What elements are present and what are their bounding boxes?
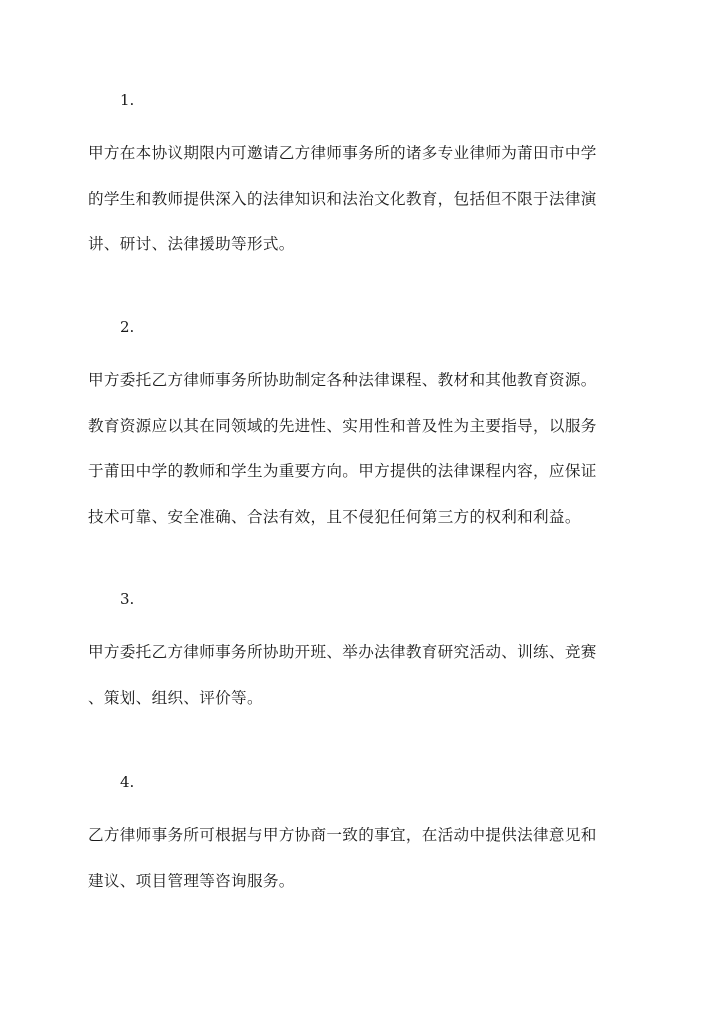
text-line: 教育资源应以其在同领域的先进性、实用性和普及性为主要指导，以服务: [88, 416, 597, 435]
clause-text: [88, 813, 636, 904]
clause-3: [88, 588, 636, 721]
text-line: 建议、项目管理等咨询服务。: [88, 871, 295, 890]
clause-text: [88, 358, 636, 540]
clause-number: 4.: [120, 773, 135, 791]
clause-number: 2.: [120, 318, 135, 336]
text-line: 的学生和教师提供深入的法律知识和法治文化教育，包括但不限于法律演: [88, 189, 597, 208]
clause-text: [88, 131, 636, 268]
text-line: 、策划、组织、评价等。: [88, 688, 263, 707]
text-line: 乙方律师事务所可根据与甲方协商一致的事宜，在活动中提供法律意见和: [88, 826, 597, 844]
text-line: 甲方委托乙方律师事务所协助开班、举办法律教育研究活动、训练、竞赛: [88, 643, 597, 661]
clause-2: [88, 316, 636, 540]
clause-number: 1.: [120, 91, 135, 109]
text-line: 甲方委托乙方律师事务所协助制定各种法律课程、教材和其他教育资源。: [88, 371, 597, 389]
text-line: 讲、研讨、法律援助等形式。: [88, 235, 295, 253]
text-line: 甲方在本协议期限内可邀请乙方律师事务所的诸多专业律师为莆田市中学: [88, 144, 597, 162]
text-line: 技术可靠、安全准确、合法有效，且不侵犯任何第三方的权利和利益。: [88, 507, 581, 526]
text-line: 于莆田中学的教师和学生为重要方向。甲方提供的法律课程内容，应保证: [88, 462, 597, 480]
clause-text: [88, 630, 636, 721]
clause-number: 3.: [120, 590, 135, 608]
clause-4: [88, 771, 636, 904]
clause-1: [88, 89, 636, 268]
